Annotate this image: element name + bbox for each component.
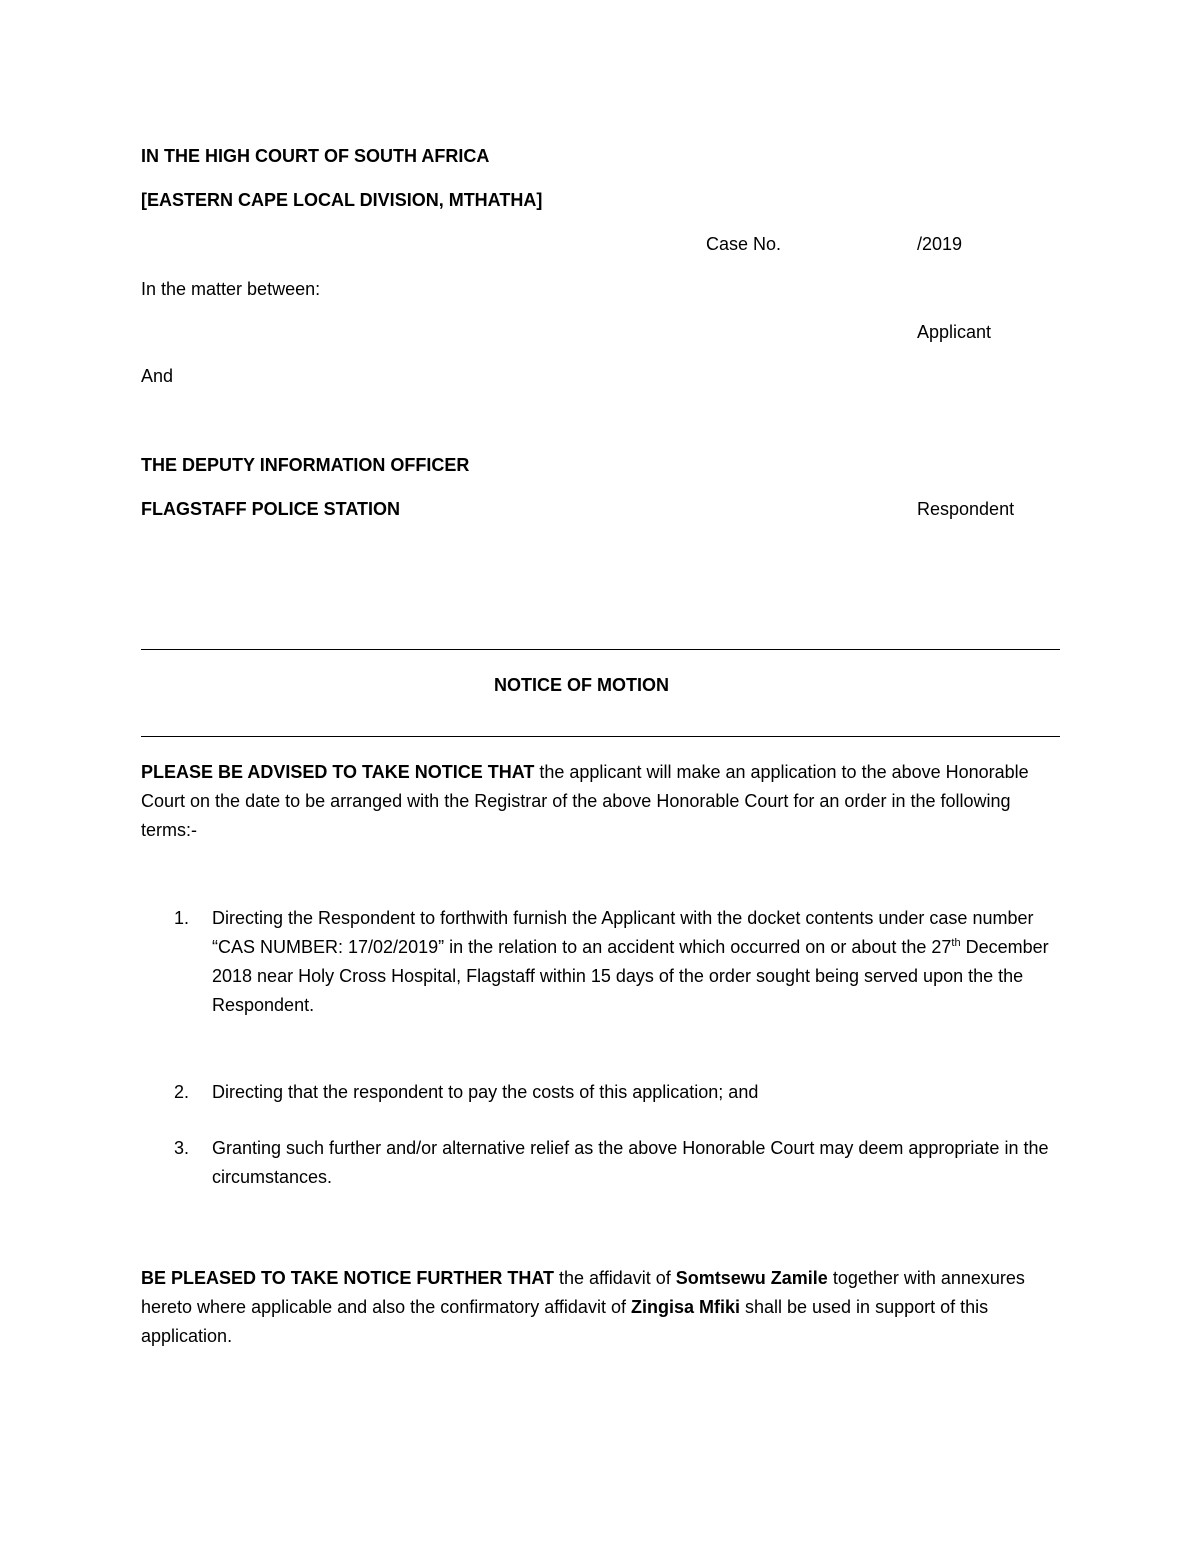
- order-text: [212, 904, 1057, 1020]
- title-bottom-rule: [141, 736, 1060, 737]
- order-text-part: December 2018 near Holy Cross Hospital, Flagstaff within 15 days of the order sought being served upon the the Respondent.: [212, 937, 1049, 1015]
- document-title: NOTICE OF MOTION: [494, 675, 669, 695]
- confirming-deponent-name: Zingisa Mfiki: [630, 1297, 740, 1317]
- closing-text: together with annexures hereto where applicable and also the confirmatory affidavit of: [141, 1268, 1025, 1317]
- and-separator: And: [141, 366, 174, 386]
- court-heading: IN THE HIGH COURT OF SOUTH AFRICA: [141, 146, 490, 166]
- respondent-role: Respondent: [917, 499, 1015, 519]
- title-top-rule: [141, 649, 1060, 650]
- ordinal-suffix: th: [951, 937, 961, 949]
- intro-bold-lead: PLEASE BE ADVISED TO TAKE NOTICE THAT: [141, 762, 535, 782]
- order-number: 3.: [174, 1138, 190, 1158]
- order-text-part: Directing the Respondent to forthwith furnish the Applicant with the docket contents under case number “CAS NUMBER: 17/02/2019” in the relation to an accident which occurred on or about the 27: [212, 908, 1034, 957]
- closing-text: shall be used in support of this application.: [141, 1297, 989, 1346]
- order-text: Directing that the respondent to pay the costs of this application; and: [212, 1082, 759, 1102]
- case-number-year: /2019: [917, 234, 963, 254]
- respondent-name-line1: THE DEPUTY INFORMATION OFFICER: [141, 455, 470, 475]
- applicant-role: Applicant: [917, 322, 992, 342]
- parties-intro: In the matter between:: [141, 279, 321, 299]
- respondent-name-line2: FLAGSTAFF POLICE STATION: [141, 499, 400, 519]
- order-number: 2.: [174, 1082, 190, 1102]
- closing-paragraph: [141, 1264, 1056, 1351]
- closing-bold-lead: BE PLEASED TO TAKE NOTICE FURTHER THAT: [141, 1268, 555, 1288]
- division-heading: [EASTERN CAPE LOCAL DIVISION, MTHATHA]: [141, 190, 543, 210]
- intro-paragraph: [141, 758, 1056, 845]
- deponent-name: Somtsewu Zamile: [675, 1268, 828, 1288]
- case-number-label: Case No.: [706, 234, 782, 254]
- closing-text: the affidavit of: [554, 1268, 676, 1288]
- order-number: 1.: [174, 908, 190, 928]
- order-text: Granting such further and/or alternative relief as the above Honorable Court may deem appropriate in the circumstances.: [212, 1138, 1049, 1187]
- intro-text: the applicant will make an application to the above Honorable Court on the date to be arranged with the Registrar of the above Honorable Court for an order in the following terms:-: [141, 762, 1029, 840]
